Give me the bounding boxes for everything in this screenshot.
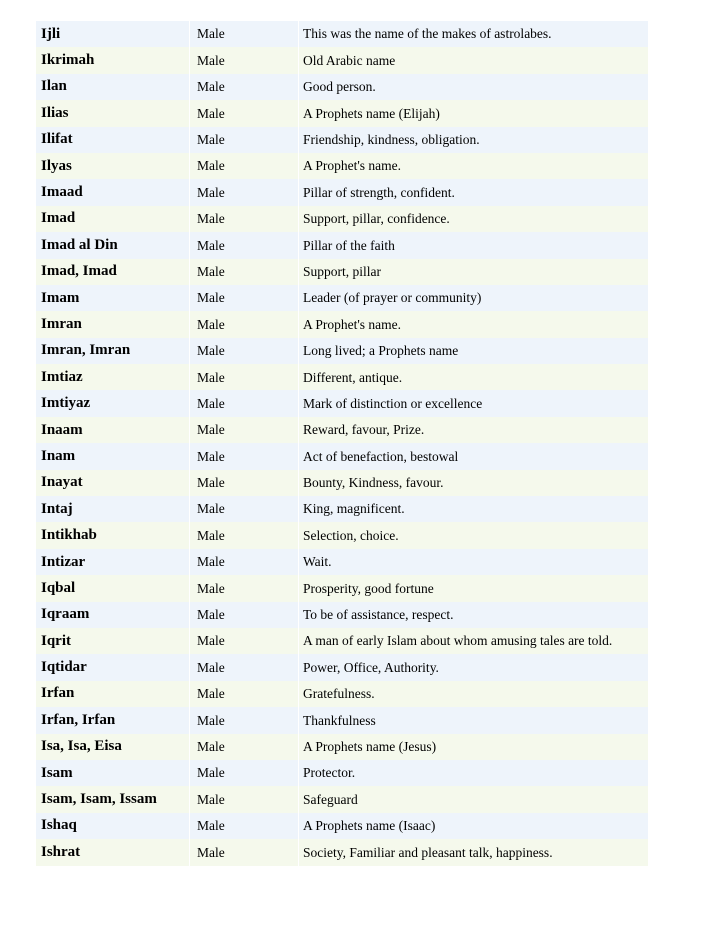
table-row [36,21,648,47]
gender-cell: Male [190,628,299,654]
table-row [36,549,648,575]
gender-cell: Male [190,364,299,390]
table-row [36,338,648,364]
table-row [36,127,648,153]
name-cell: Ilan [36,74,190,100]
meaning-cell: Mark of distinction or excellence [299,390,649,416]
meaning-cell: Pillar of strength, confident. [299,179,649,205]
name-cell: Iqrit [36,628,190,654]
name-cell: Isam, Isam, Issam [36,786,190,812]
name-cell: Iqtidar [36,654,190,680]
name-cell: Isam [36,760,190,786]
gender-cell: Male [190,390,299,416]
table-row [36,522,648,548]
name-cell: Isa, Isa, Eisa [36,734,190,760]
gender-cell: Male [190,813,299,839]
meaning-cell: Power, Office, Authority. [299,654,649,680]
meaning-cell: A Prophets name (Isaac) [299,813,649,839]
table-row [36,496,648,522]
gender-cell: Male [190,734,299,760]
meaning-cell: King, magnificent. [299,496,649,522]
gender-cell: Male [190,100,299,126]
names-table-body [36,21,648,866]
table-row [36,74,648,100]
table-row [36,575,648,601]
table-row [36,443,648,469]
name-cell: Ilyas [36,153,190,179]
meaning-cell: Act of benefaction, bestowal [299,443,649,469]
meaning-cell: Prosperity, good fortune [299,575,649,601]
table-row [36,707,648,733]
gender-cell: Male [190,707,299,733]
gender-cell: Male [190,74,299,100]
meaning-cell: A Prophets name (Jesus) [299,734,649,760]
meaning-cell: To be of assistance, respect. [299,602,649,628]
gender-cell: Male [190,232,299,258]
table-row [36,153,648,179]
meaning-cell: Protector. [299,760,649,786]
gender-cell: Male [190,417,299,443]
name-cell: Ijli [36,21,190,47]
name-cell: Imad, Imad [36,259,190,285]
table-row [36,259,648,285]
meaning-cell: Support, pillar [299,259,649,285]
name-cell: Inam [36,443,190,469]
table-row [36,813,648,839]
table-row [36,760,648,786]
gender-cell: Male [190,153,299,179]
name-cell: Ishrat [36,839,190,865]
name-cell: Ilifat [36,127,190,153]
gender-cell: Male [190,839,299,865]
meaning-cell: A Prophet's name. [299,153,649,179]
name-cell: Imran [36,311,190,337]
gender-cell: Male [190,259,299,285]
gender-cell: Male [190,786,299,812]
table-row [36,179,648,205]
meaning-cell: Gratefulness. [299,681,649,707]
name-cell: Intaj [36,496,190,522]
table-row [36,364,648,390]
gender-cell: Male [190,443,299,469]
meaning-cell: Selection, choice. [299,522,649,548]
table-row [36,786,648,812]
name-cell: Intizar [36,549,190,575]
meaning-cell: A Prophet's name. [299,311,649,337]
table-row [36,232,648,258]
name-cell: Intikhab [36,522,190,548]
gender-cell: Male [190,47,299,73]
gender-cell: Male [190,127,299,153]
name-cell: Inayat [36,470,190,496]
meaning-cell: Different, antique. [299,364,649,390]
gender-cell: Male [190,654,299,680]
name-cell: Irfan [36,681,190,707]
meaning-cell: Reward, favour, Prize. [299,417,649,443]
name-cell: Imad [36,206,190,232]
gender-cell: Male [190,311,299,337]
name-cell: Ikrimah [36,47,190,73]
meaning-cell: Friendship, kindness, obligation. [299,127,649,153]
meaning-cell: Support, pillar, confidence. [299,206,649,232]
table-row [36,470,648,496]
gender-cell: Male [190,575,299,601]
meaning-cell: Society, Familiar and pleasant talk, happiness. [299,839,649,865]
name-cell: Ilias [36,100,190,126]
meaning-cell: This was the name of the makes of astrolabes. [299,21,649,47]
table-row [36,681,648,707]
table-row [36,47,648,73]
table-row [36,654,648,680]
meaning-cell: Pillar of the faith [299,232,649,258]
gender-cell: Male [190,179,299,205]
meaning-cell: Long lived; a Prophets name [299,338,649,364]
name-cell: Inaam [36,417,190,443]
meaning-cell: Thankfulness [299,707,649,733]
name-cell: Imtiaz [36,364,190,390]
table-row [36,311,648,337]
gender-cell: Male [190,602,299,628]
name-cell: Imaad [36,179,190,205]
table-row [36,206,648,232]
table-row [36,839,648,865]
table-row [36,417,648,443]
table-row [36,100,648,126]
gender-cell: Male [190,681,299,707]
gender-cell: Male [190,760,299,786]
gender-cell: Male [190,549,299,575]
meaning-cell: Bounty, Kindness, favour. [299,470,649,496]
meaning-cell: Leader (of prayer or community) [299,285,649,311]
gender-cell: Male [190,21,299,47]
name-cell: Imam [36,285,190,311]
name-cell: Imran, Imran [36,338,190,364]
meaning-cell: Good person. [299,74,649,100]
table-row [36,734,648,760]
name-cell: Irfan, Irfan [36,707,190,733]
gender-cell: Male [190,522,299,548]
gender-cell: Male [190,338,299,364]
name-cell: Iqraam [36,602,190,628]
table-row [36,602,648,628]
names-table [36,21,648,866]
name-cell: Iqbal [36,575,190,601]
meaning-cell: A Prophets name (Elijah) [299,100,649,126]
meaning-cell: Wait. [299,549,649,575]
table-row [36,390,648,416]
meaning-cell: Safeguard [299,786,649,812]
gender-cell: Male [190,206,299,232]
meaning-cell: Old Arabic name [299,47,649,73]
gender-cell: Male [190,285,299,311]
table-row [36,628,648,654]
gender-cell: Male [190,496,299,522]
name-cell: Ishaq [36,813,190,839]
meaning-cell: A man of early Islam about whom amusing tales are told. [299,628,649,654]
table-row [36,285,648,311]
gender-cell: Male [190,470,299,496]
name-cell: Imtiyaz [36,390,190,416]
name-cell: Imad al Din [36,232,190,258]
